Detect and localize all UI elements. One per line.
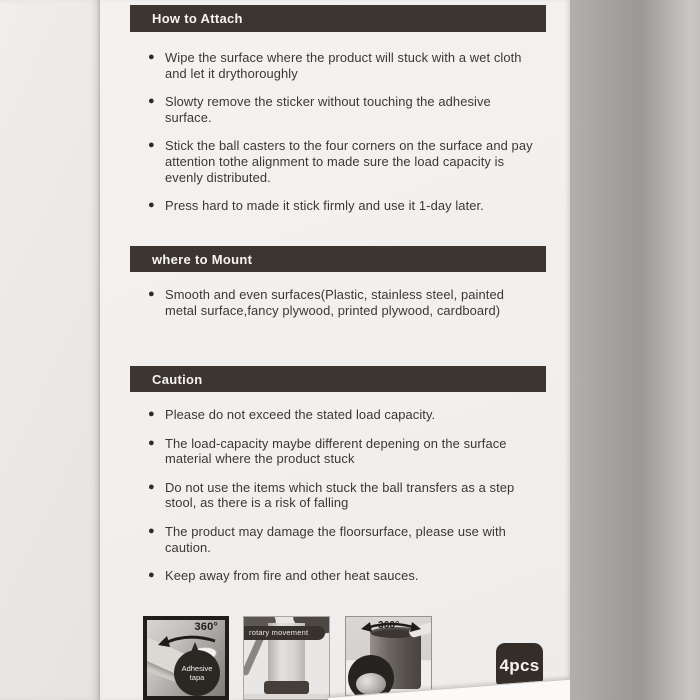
bullet-list-where-to-mount bbox=[130, 287, 564, 331]
section-bar-caution bbox=[130, 366, 546, 392]
bullet-icon: ● bbox=[148, 199, 155, 212]
section-title: How to Attach bbox=[152, 11, 243, 26]
thumbnail-rotating-bin bbox=[345, 616, 432, 696]
bullet-icon: ● bbox=[148, 436, 155, 449]
bullet-list-how-to-attach bbox=[130, 50, 564, 227]
bubble-text: tapa bbox=[189, 673, 205, 682]
bubble-text: Adhesive bbox=[181, 664, 213, 673]
bullet-item bbox=[148, 50, 564, 81]
bullet-text: Do not use the items which stuck the ball transfers as a step stool, as there is a risk of falling bbox=[165, 479, 515, 511]
bullet-text: The product may damage the floorsurface, please use with caution. bbox=[165, 523, 506, 555]
movement-label-pill: rotary movement bbox=[243, 626, 325, 640]
bullet-icon: ● bbox=[148, 288, 155, 300]
bullet-icon: ● bbox=[148, 480, 155, 493]
bullet-item bbox=[148, 480, 564, 511]
bullet-icon: ● bbox=[148, 95, 155, 108]
caster-ball-shape bbox=[356, 673, 386, 695]
caster-inset-circle bbox=[348, 655, 394, 696]
caster-cap-shape bbox=[264, 681, 309, 694]
bullet-text: Smooth and even surfaces(Plastic, stainless steel, painted metal surface,fancy plywood, printed plywood, cardboard) bbox=[165, 287, 504, 318]
pcs-count-badge: 4pcs bbox=[496, 643, 543, 689]
bullet-text: Stick the ball casters to the four corners on the surface and pay attention tothe alignment to made sure the load capacity is evenly distributed. bbox=[165, 138, 533, 185]
bullet-item bbox=[148, 198, 564, 214]
bullet-item bbox=[148, 568, 564, 584]
section-bar-how-to-attach bbox=[130, 5, 546, 32]
adhesive-bubble bbox=[174, 650, 220, 696]
bullet-text: Slowty remove the sticker without touching the adhesive surface. bbox=[165, 94, 491, 125]
bullet-text: The load-capacity maybe different depening on the surface material where the product stuck bbox=[165, 435, 507, 467]
rotation-label: 360° bbox=[378, 620, 400, 631]
bullet-icon: ● bbox=[148, 408, 155, 420]
rotation-arrow-icon bbox=[155, 632, 219, 648]
section-bar-where-to-mount bbox=[130, 246, 546, 272]
bullet-icon: ● bbox=[148, 524, 155, 537]
bullet-icon: ● bbox=[148, 139, 155, 152]
thumbnail-rotary-movement bbox=[243, 616, 330, 700]
rotation-label: 360° bbox=[194, 621, 218, 633]
bullet-list-caution bbox=[130, 407, 564, 597]
bullet-text: Wipe the surface where the product will stuck with a wet cloth and let it drythoroughly bbox=[165, 50, 522, 81]
thumbnail-adhesive-tape bbox=[143, 616, 229, 700]
bullet-item bbox=[148, 436, 564, 467]
bullet-item bbox=[148, 287, 564, 318]
bullet-text: Please do not exceed the stated load capacity. bbox=[165, 407, 436, 422]
bullet-text: Press hard to made it stick firmly and use it 1-day later. bbox=[165, 198, 484, 214]
section-title: where to Mount bbox=[152, 251, 253, 267]
section-title: Caution bbox=[152, 371, 203, 387]
folded-left-page bbox=[0, 0, 100, 700]
instruction-page bbox=[100, 0, 570, 700]
bullet-item bbox=[148, 407, 564, 423]
bullet-text: Keep away from fire and other heat sauces. bbox=[165, 568, 419, 584]
floor-shape bbox=[244, 694, 330, 700]
photo-background bbox=[570, 0, 700, 700]
bullet-icon: ● bbox=[148, 569, 155, 582]
bullet-item bbox=[148, 138, 564, 185]
bullet-item bbox=[148, 94, 564, 125]
bullet-item bbox=[148, 524, 564, 555]
bullet-icon: ● bbox=[148, 51, 155, 63]
